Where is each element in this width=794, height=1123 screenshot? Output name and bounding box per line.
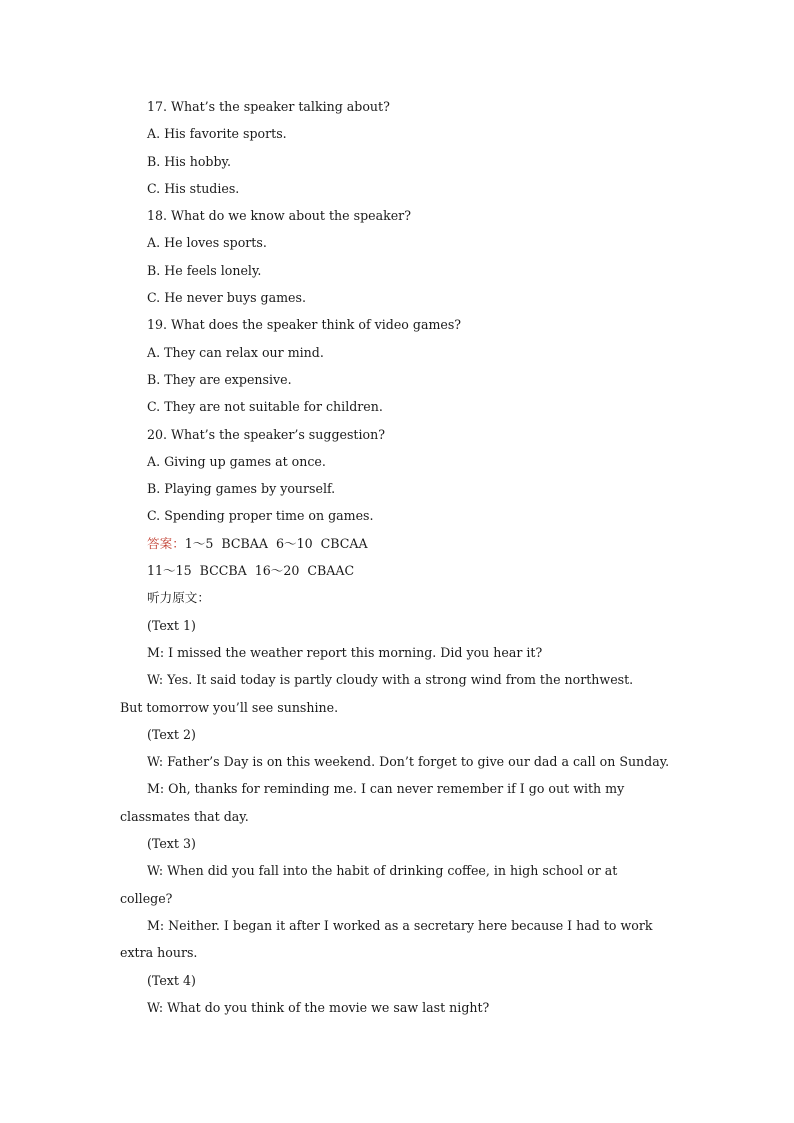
question-20-option-b: B. Playing games by yourself. (147, 481, 336, 497)
text-3-line-2: college? (120, 890, 173, 906)
text-3-label: (Text 3) (147, 836, 196, 852)
question-17-option-b: B. His hobby. (147, 153, 231, 169)
text-3-line-3: M: Neither. I began it after I worked as a secretary here because I had to work (147, 917, 653, 933)
question-19: 19. What does the speaker think of video games? (147, 317, 462, 333)
document-body (120, 93, 674, 1021)
question-18: 18. What do we know about the speaker? (147, 208, 411, 224)
answers-range-1: 1～5 BCBAA 6～10 CBCAA (184, 535, 368, 551)
question-18-option-b: B. He feels lonely. (147, 262, 262, 278)
text-3-line-4: extra hours. (120, 945, 198, 961)
question-17: 17. What’s the speaker talking about? (147, 99, 390, 114)
answers-label: 答案： (147, 535, 185, 551)
text-4-label: (Text 4) (147, 972, 196, 988)
question-17-option-a: A. His favorite sports. (147, 126, 287, 142)
text-2-label: (Text 2) (147, 726, 196, 742)
transcript-heading: 听力原文： (147, 590, 210, 606)
text-1-line-3: But tomorrow you’ll see sunshine. (120, 699, 339, 715)
question-19-option-a: A. They can relax our mind. (147, 344, 324, 360)
answers-line-1 (120, 530, 674, 557)
text-2-line-3: classmates that day. (120, 808, 249, 824)
question-19-option-b: B. They are expensive. (147, 371, 292, 387)
answers-line-2: 11～15 BCCBA 16～20 CBAAC (147, 563, 355, 579)
question-20-option-a: A. Giving up games at once. (147, 453, 326, 469)
question-17-option-c: C. His studies. (147, 180, 240, 196)
question-20: 20. What’s the speaker’s suggestion? (147, 426, 385, 442)
question-18-option-c: C. He never buys games. (147, 290, 306, 306)
text-1-line-2: W: Yes. It said today is partly cloudy with a strong wind from the northwest. (147, 672, 634, 688)
question-19-option-c: C. They are not suitable for children. (147, 399, 383, 415)
text-2-line-2: M: Oh, thanks for reminding me. I can never remember if I go out with my (147, 781, 625, 797)
text-1-label: (Text 1) (147, 617, 196, 633)
text-4-line-1: W: What do you think of the movie we saw last night? (147, 999, 490, 1015)
text-2-line-1: W: Father’s Day is on this weekend. Don’t forget to give our dad a call on Sunday. (147, 754, 670, 770)
text-1-line-1: M: I missed the weather report this morning. Did you hear it? (147, 644, 543, 660)
question-18-option-a: A. He loves sports. (147, 235, 267, 251)
question-20-option-c: C. Spending proper time on games. (147, 508, 374, 524)
text-3-line-1: W: When did you fall into the habit of drinking coffee, in high school or at (147, 863, 618, 879)
